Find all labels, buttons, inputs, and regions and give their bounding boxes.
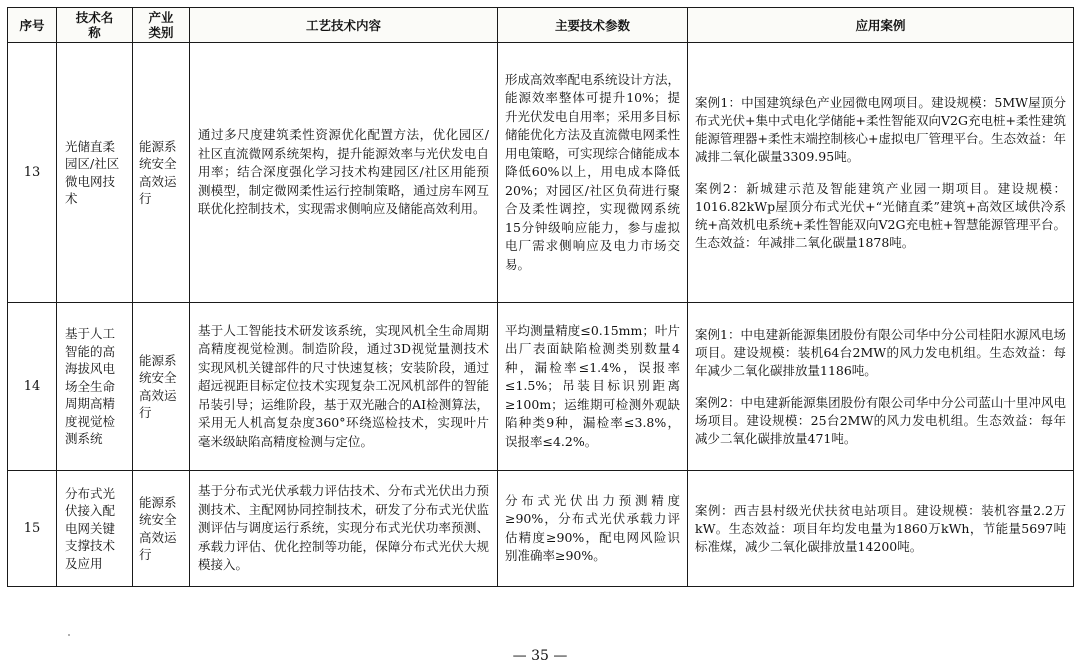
industry-category: 能源系统安全高效运行 (133, 303, 190, 471)
process-content: 通过多尺度建筑柔性资源优化配置方法，优化园区/社区直流微网系统架构，提升能源效率与光伏发电自用率；结合深度强化学习技术构建园区/社区用能预测模型，制定微网柔性运行控制策略，通过房车网互联优化控制技术，实现需求侧响应及储能高效利用。 (190, 43, 498, 303)
table-header-row (8, 8, 1074, 43)
page-number: — 35 — (512, 648, 568, 664)
tech-name: 基于人工智能的高海拔风电场全生命周期高精度视觉检测系统 (57, 303, 133, 471)
technology-table (7, 7, 1074, 587)
process-content: 基于分布式光伏承载力评估技术、分布式光伏出力预测技术、主配网协同控制技术，研发了分布式光伏监测评估与调度运行系统，实现分布式光伏功率预测、承载力评估、优化控制等功能，保障分布式光伏大规模接入。 (190, 471, 498, 587)
case-item: 案例2：中电建新能源集团股份有限公司华中分公司蓝山十里冲风电场项目。建设规模：25台2MW的风力发电机组。生态效益：每年减少二氧化碳排放量471吨。 (695, 394, 1066, 446)
case-item: 案例：西吉县村级光伏扶贫电站项目。建设规模：装机容量2.2万kW。生态效益：项目年均发电量为1860万kWh，节能量5697吨标准煤，减少二氧化碳排放量14200吨。 (695, 502, 1066, 554)
header-industry: 产业类别 (133, 8, 190, 43)
case-item: 案例1：中国建筑绿色产业园微电网项目。建设规模：5MW屋顶分布式光伏+集中式电化学储能+柔性智能双向V2G充电桩+柔性建筑能源管理器+柔性末端控制核心+虚拟电厂管理平台。生态效益：年减排二氧化碳量3309.95吨。 (695, 94, 1066, 164)
header-name: 技术名称 (57, 8, 133, 43)
header-cases: 应用案例 (688, 8, 1074, 43)
industry-category: 能源系统安全高效运行 (133, 471, 190, 587)
header-process: 工艺技术内容 (190, 8, 498, 43)
tech-params: 形成高效率配电系统设计方法，能源效率整体可提升10%；提升光伏发电自用率；采用多目标储能优化方法及直流微电网柔性用电策略，可实现综合储能成本降低60%以上，用电成本降低20%；对园区/社区负荷进行聚合及柔性调控，实现微网系统15分钟级响应能力，参与虚拟电厂需求侧响应及电力市场交易。 (498, 43, 688, 303)
tech-params: 分布式光伏出力预测精度≥90%，分布式光伏承载力评估精度≥90%，配电网风险识别准确率≥90%。 (498, 471, 688, 587)
case-item: 案例1：中电建新能源集团股份有限公司华中分公司桂阳水源风电场项目。建设规模：装机64台2MW的风力发电机组。生态效益：每年减少二氧化碳排放量1186吨。 (695, 326, 1066, 378)
header-params: 主要技术参数 (498, 8, 688, 43)
table-row (8, 303, 1074, 471)
row-number: 15 (8, 471, 57, 587)
process-content: 基于人工智能技术研发该系统，实现风机全生命周期高精度视觉检测。制造阶段，通过3D视觉量测技术实现风机关键部件的尺寸快速复核；安装阶段，通过超远视距目标定位技术实现复杂工况风机部件的智能吊装引导；运维阶段，基于双光融合的AI检测算法，采用无人机高复杂度360°环绕巡检技术，实现叶片毫米级缺陷高精度检测与定位。 (190, 303, 498, 471)
header-seq: 序号 (8, 8, 57, 43)
tech-name: 光储直柔园区/社区微电网技术 (57, 43, 133, 303)
tech-name: 分布式光伏接入配电网关键支撑技术及应用 (57, 471, 133, 587)
application-cases (688, 471, 1074, 587)
table-row (8, 43, 1074, 303)
table-row (8, 471, 1074, 587)
application-cases (688, 43, 1074, 303)
case-item: 案例2：新城建示范及智能建筑产业园一期项目。建设规模：1016.82kWp屋顶分布式光伏+“光储直柔”建筑+高效区域供冷系统+高效机电系统+柔性智能双向V2G充电桩+智慧能源管理平台。生态效益：年减排二氧化碳量1878吨。 (695, 180, 1066, 250)
tech-params: 平均测量精度≤0.15mm；叶片出厂表面缺陷检测类别数量4种，漏检率≤1.4%，误报率≤1.5%；吊装目标识别距离≥100m；运维期可检测外观缺陷种类9种，漏检率≤3.8%，误报率≤4.2%。 (498, 303, 688, 471)
application-cases (688, 303, 1074, 471)
row-number: 13 (8, 43, 57, 303)
row-number: 14 (8, 303, 57, 471)
industry-category: 能源系统安全高效运行 (133, 43, 190, 303)
scan-speck (68, 634, 70, 636)
